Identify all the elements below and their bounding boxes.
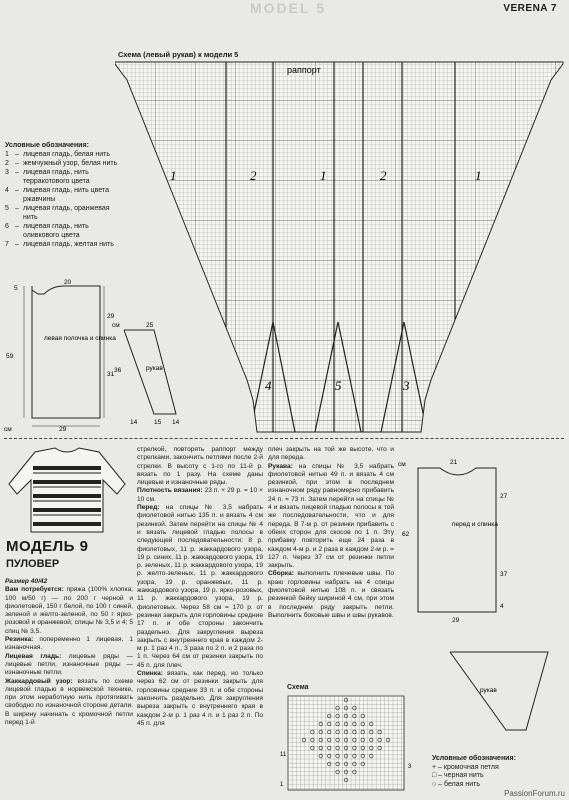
dim-label: 4 [500,603,504,610]
front-back-pattern [4,278,116,433]
model-title: МОДЕЛЬ 9 [6,538,89,555]
legend-item: 7 – лицевая гладь, желтая нить [5,241,114,248]
dim-label: 37 [500,571,508,578]
legend-item: 6 – лицевая гладь, нить оливкового цвета [5,223,89,239]
paragraph: Сборка: выполнить плечевые швы. По краю горловины набрать на 4 спицы фиолетовой нитью 108 п. и связать резинкой бейку шириной 4 см, при этом в последнем ряду закрыть петли. Выполнить боковые швы и швы рукавов. [268,570,394,619]
scheme-title: Схема [287,684,309,691]
dim-label: 14 [130,419,138,426]
dim-label: 59 [6,353,14,360]
watermark: PassionForum.ru [504,789,565,798]
instructions-column-1 [5,578,133,727]
legend-item: 3 – лицевая гладь, нить терракотового цвета [5,169,90,185]
legend-2 [432,755,562,789]
piece-label: рукав [480,687,497,694]
paragraph: Спинка: вязать, как перед, но только через 62 см от резинки закрыть для горловины средние 33 п. и обе стороны закончить раздельно. Для закругления выреза закрыть с внутреннего края в каждом 2-м р. 1 раз 4 п. и 1 раз 2 п. По 45 п. для [137,670,263,727]
dim-label: 1 [280,782,284,788]
paragraph: стрелкой, повторять раппорт между стрелками, закончить петлями после 2-й стрелки. В высоту с 1-го по 11-й р. вязать по 1 разу. На схеме даны лицевые и изнаночные ряды. [137,446,263,487]
piece-label: левая полочка и спинка [44,335,116,342]
dim-label: 25 [146,322,154,329]
chart-number: 2 [250,168,257,183]
paragraph: Резинка: попеременно 1 лицевая, 1 изнаночная. [5,636,133,652]
dim-label: 3 [408,764,412,770]
dim-label: см [398,461,406,468]
legend-item: 5 – лицевая гладь, оранжевая нить [5,205,110,221]
chart-number: 5 [335,378,342,393]
jacquard-scheme [280,692,420,800]
dim-label: 15 [154,419,162,426]
legend-title: Условные обозначения: [432,755,516,762]
dim-label: 29 [107,313,115,320]
piece-label: перед и спинка [452,521,498,528]
dim-label: см [112,322,120,329]
dim-label: см [4,426,12,433]
dim-label: 36 [114,367,122,374]
dim-label: 62 [402,531,410,538]
ghost-heading: MODEL 5 [250,0,326,16]
paragraph: Перед: на спицы № 3,5 набрать фиолетовой нитью 135 п. и вязать 4 см резинкой. Затем перейти на спицы № 4 и вязать лицевой гладью полосы в следующей последовательности: 8 р. фиолетовых, 11 р. жаккардового узора, 19 р. синих, 11 р. жаккардового узора, 19 р. зеленых, 11 р. жаккардового узора, 19 р. желто-зеленых, 11 р. жаккардового узора, 19 р. оранжевых, 11 р. жаккардового узора, 19 р. ярко-розовых, 11 р. жаккардового узора, 19 р. фиолетовых. Через 58 см = 170 р. от резинки закрыть для горловины средние 17 п. и обе стороны закончить раздельно. Для закругления выреза закрыть с внутреннего края в каждом 2-м р. 1 раз 4 п., 3 раза по 2 п. и 2 раза по 1 п. Через 64 см от резинки закрыть по 45 п. для плеч. [137,504,263,669]
paragraph: Плотность вязания: 23 п. × 29 р. = 10 × 10 см. [137,487,263,503]
legend-item: 2 – жемчужный узор, белая нить [5,160,118,167]
paragraph: Вам потребуется: пряжа (100% хлопка; 100 м/50 г) — по 200 г черной и фиолетовой, 150 г белой, по 100 г синей, зеленой и желто-зеленой, по 50 г ярко-розовой и оранжевой; спицы № 3,5 и 4; 5 спиц № 3,5. [5,586,133,635]
sleeve-pattern-9 [430,632,565,737]
piece-label: рукав [146,365,163,372]
paragraph: Жаккардовый узор: вязать по схеме лицевой гладью в норвежской технике, при этом неработную нить протягивать свободно по изнаночной стороне детали. В ширину начинать с кромочной петли перед 1-й [5,677,133,727]
instructions-column-3 [268,446,394,620]
dim-label: 5 [14,285,18,292]
legend-item: □ – черная нить [432,772,484,779]
dim-label: 11 [280,752,287,758]
paragraph: Лицевая гладь: лицевые ряды — лицевые петли, изнаночные ряды — изнаночные петли. [5,652,133,677]
legend-item: 1 – лицевая гладь, белая нить [5,151,111,158]
legend-item: 4 – лицевая гладь, нить цвета ржавчины [5,187,109,203]
section-divider [4,438,564,439]
dim-label: 20 [64,279,72,286]
legend-item: ○ – белая нить [432,780,480,788]
paragraph: плеч закрыть на той же высоте, что и для переда. [268,446,394,462]
legend-title: Условные обозначения: [5,142,89,149]
sweater-illustration [5,444,130,536]
chart-number: 1 [320,168,327,183]
sleeve-chart-title: Схема (левый рукав) к модели 5 [118,50,239,59]
chart-number: 2 [380,168,387,183]
dim-label: 27 [500,493,508,500]
instructions-column-2 [137,446,263,728]
dim-label: 14 [172,419,180,426]
legend-item: + – кромочная петля [432,763,499,771]
sleeve-pattern [110,320,190,430]
size-line: Размер 40/42 [5,578,48,585]
chart-number: 4 [265,378,272,393]
dim-label: 31 [107,371,115,378]
legend [5,141,125,249]
chart-number: 1 [170,168,177,183]
chart-number: 3 [403,378,410,393]
front-back-pattern-9 [398,446,566,624]
raport-label: раппорт [287,65,321,75]
magazine-brand: VERENA 7 [503,3,557,14]
model-subtitle: ПУЛОВЕР [6,558,60,570]
paragraph: Рукава: на спицы № 3,5 набрать фиолетовой нитью 49 п. и вязать 4 см резинкой, при этом в последнем изнаночном ряду равномерно прибавить 24 п. = 73 п. Затем перейти на спицы № 4 и вязать лицевой гладью полосы в той же последовательности, что и для переда. В 7-м р. от резинки прибавить с обеих сторон для скосов по 1 п. Эту прибавку повторить еще 24 раза в каждом 4-м р. и 2 раза в каждом 2-м р. = 127 п. Через 37 см от резинки петли закрыть. [268,462,394,570]
dim-label: 29 [452,617,460,624]
dim-label: 29 [59,426,67,433]
chart-number: 1 [475,168,482,183]
dim-label: 21 [450,459,458,466]
